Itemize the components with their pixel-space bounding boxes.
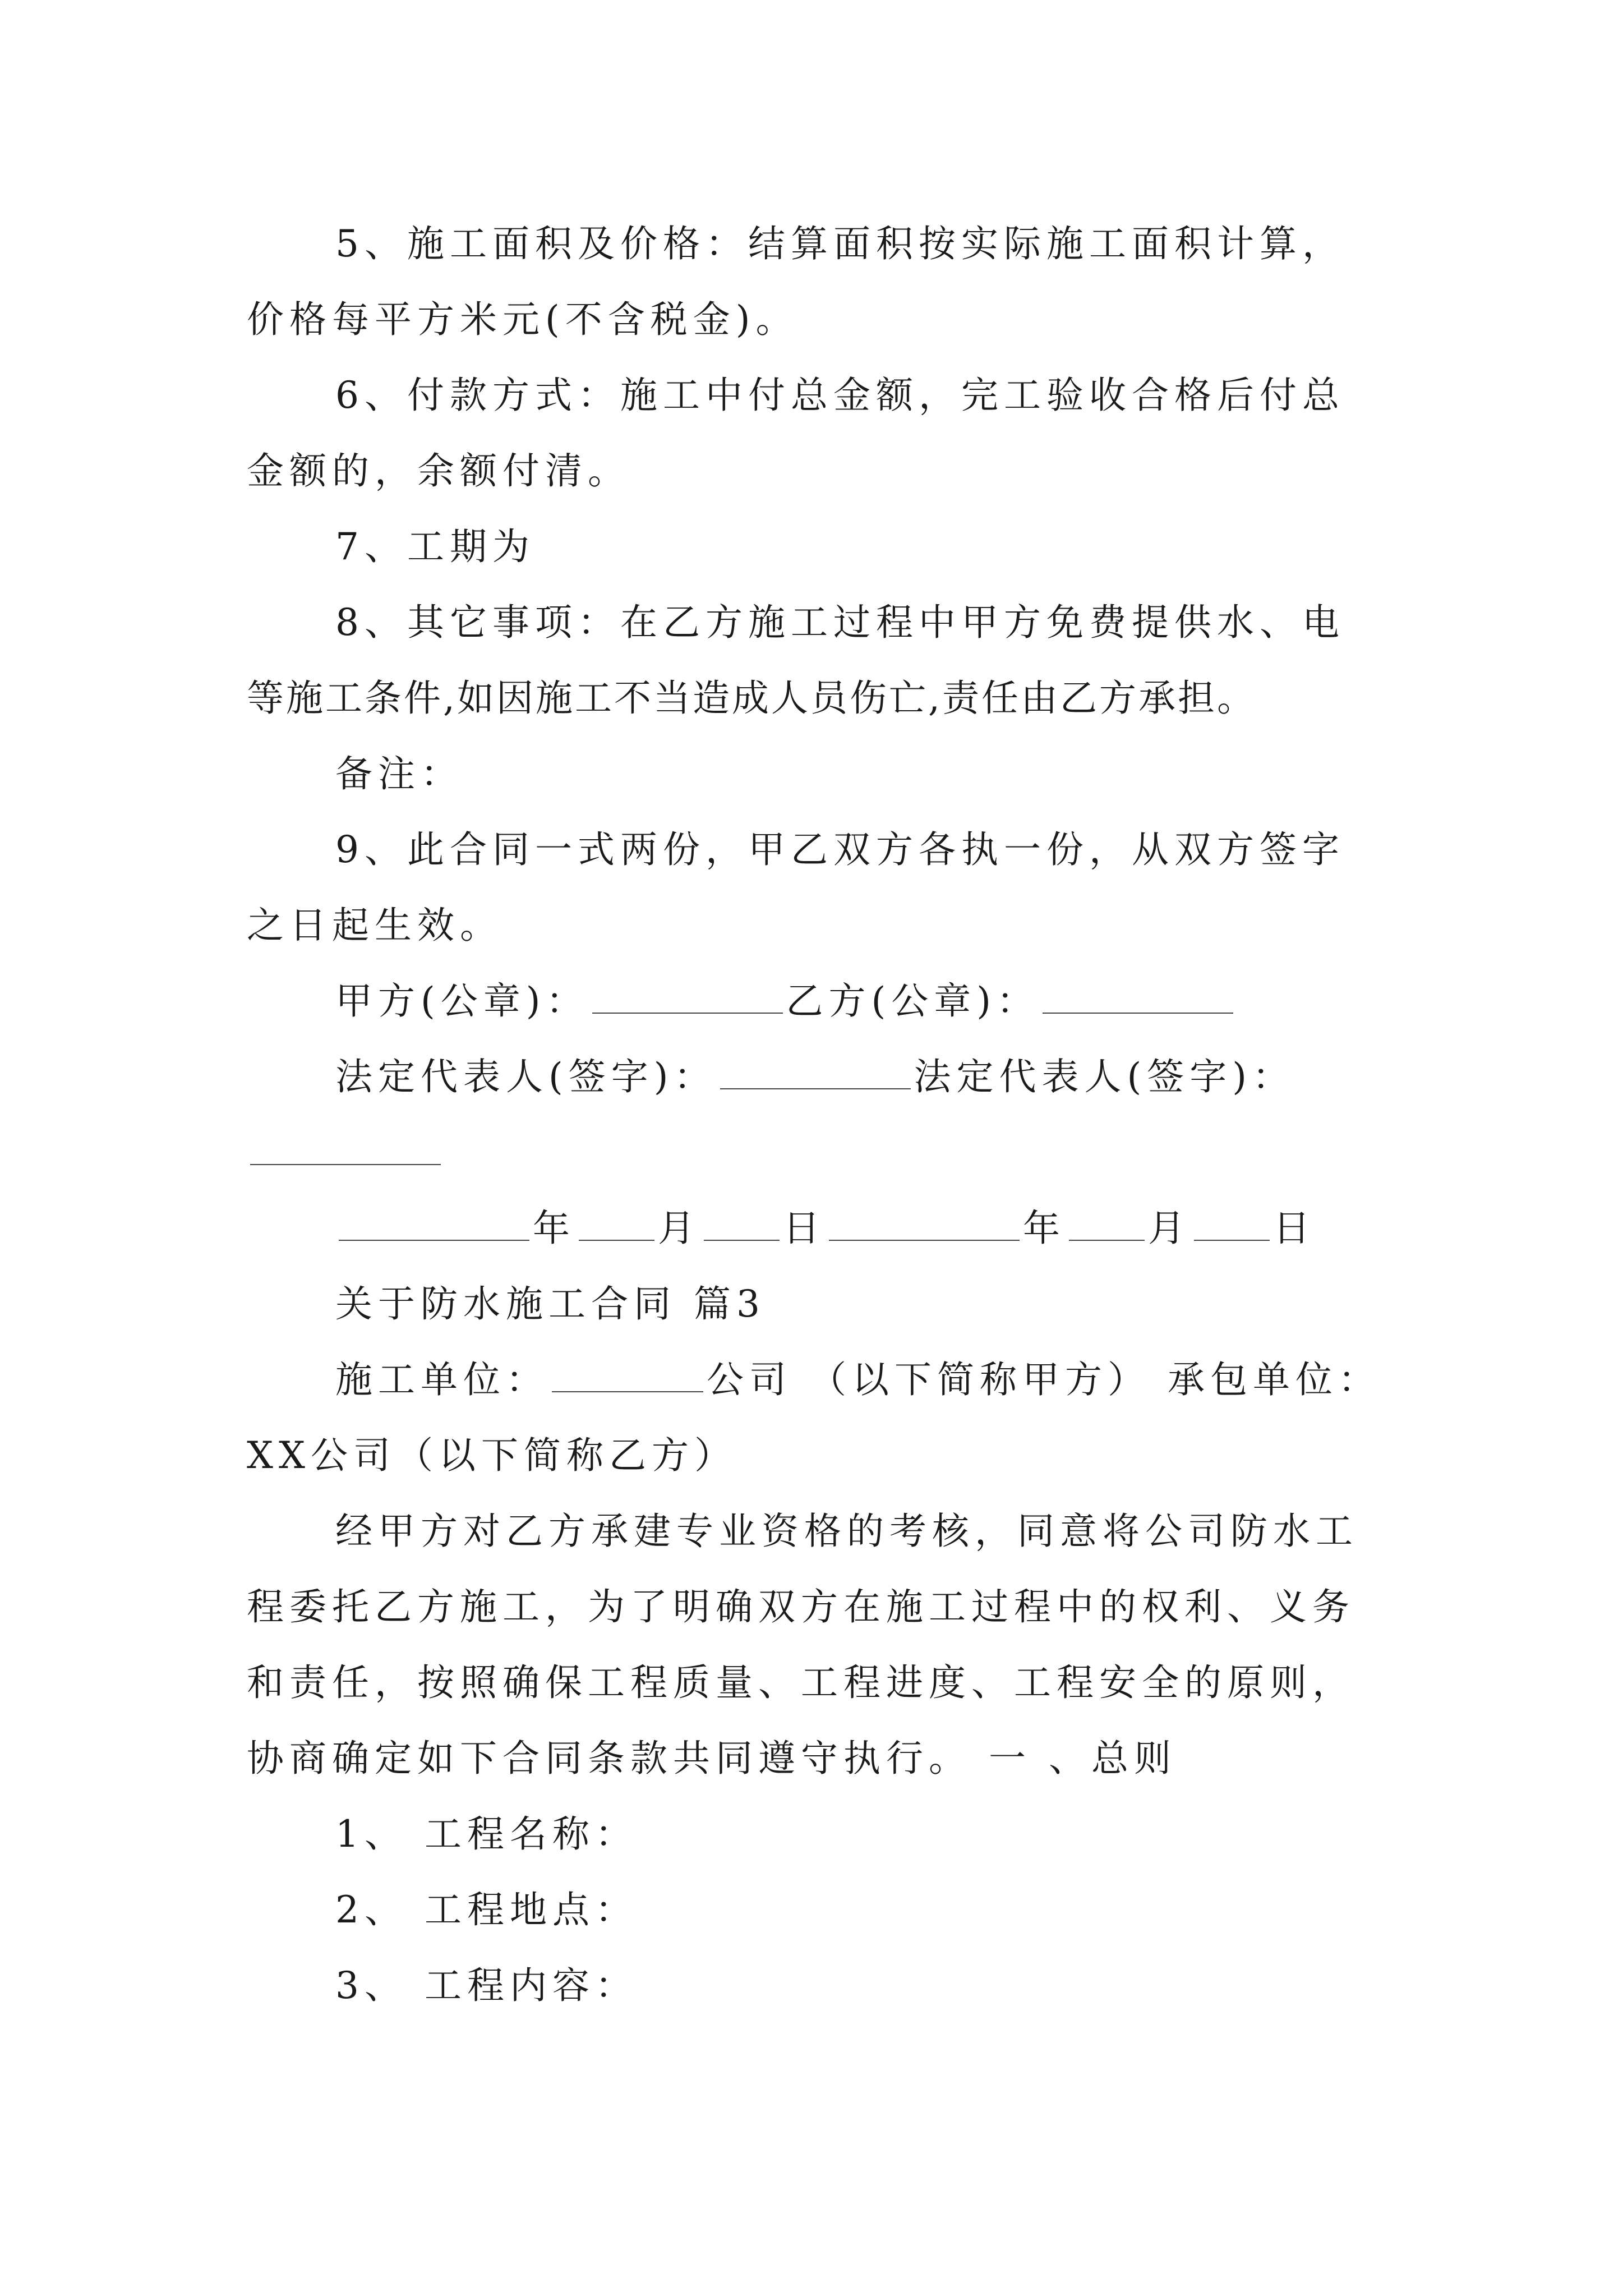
date-a-year: 年 <box>533 1207 575 1250</box>
party-b-rep-blank-row <box>247 1130 444 1175</box>
remarks-label: 备注： <box>335 752 463 795</box>
date-a-month-blank <box>579 1207 654 1241</box>
date-a-day: 日 <box>783 1207 826 1250</box>
date-b-year-blank <box>829 1207 1020 1241</box>
date-b-day: 日 <box>1273 1207 1316 1250</box>
party-a-seal-label: 甲方(公章)： <box>335 979 589 1023</box>
preamble-line-2: 程委托乙方施工，为了明确双方在施工过程中的权利、义务 <box>247 1585 1355 1628</box>
date-a-month: 月 <box>658 1207 700 1250</box>
clause-7: 7、工期为 <box>335 525 535 568</box>
clause-5-line-1: 5、施工面积及价格：结算面积按实际施工面积计算， <box>335 222 1345 265</box>
clause-9-line-1: 9、此合同一式两份，甲乙双方各执一份，从双方签字 <box>335 828 1345 871</box>
signature-seal-row <box>335 979 1237 1024</box>
clause-8-line-1: 8、其它事项：在乙方施工过程中甲方免费提供水、电 <box>335 601 1345 644</box>
clause-8-line-2: 等施工条件,如因施工不当造成人员伤亡,责任由乙方承担。 <box>247 677 1256 720</box>
item-project-location: 2、 工程地点： <box>335 1888 638 1931</box>
item-project-content: 3、 工程内容： <box>335 1964 638 2007</box>
clause-6-line-1: 6、付款方式：施工中付总金额，完工验收合格后付总 <box>335 374 1345 417</box>
date-a-year-blank <box>339 1207 529 1241</box>
party-b-seal-blank <box>1043 980 1233 1014</box>
construction-unit-label: 施工单位： <box>335 1358 548 1401</box>
preamble-line-4: 协商确定如下合同条款共同遵守执行。 一 、总则 <box>247 1737 1177 1780</box>
clause-9-line-2: 之日起生效。 <box>247 904 502 947</box>
party-b-seal-label: 乙方(公章)： <box>786 979 1039 1023</box>
preamble-line-1: 经甲方对乙方承建专业资格的考核，同意将公司防水工 <box>335 1510 1358 1553</box>
date-row <box>335 1206 1316 1251</box>
item-project-name: 1、 工程名称： <box>335 1812 638 1856</box>
party-a-seal-blank <box>592 980 783 1014</box>
section-heading: 关于防水施工合同 篇3 <box>335 1282 766 1326</box>
date-a-day-blank <box>704 1207 780 1241</box>
party-a-rep-blank <box>720 1056 911 1089</box>
party-b-rep-label: 法定代表人(签字)： <box>914 1055 1295 1098</box>
construction-unit-row <box>335 1358 1381 1402</box>
party-a-rep-label: 法定代表人(签字)： <box>335 1055 717 1098</box>
date-b-month: 月 <box>1148 1207 1191 1250</box>
party-b-rep-blank <box>250 1131 441 1165</box>
clause-5-line-2: 价格每平方米元(不含税金)。 <box>247 298 799 341</box>
clause-6-line-2: 金额的，余额付清。 <box>247 449 630 493</box>
date-b-day-blank <box>1194 1207 1270 1241</box>
preamble-line-3: 和责任，按照确保工程质量、工程进度、工程安全的原则， <box>247 1661 1355 1704</box>
construction-unit-blank <box>552 1359 703 1392</box>
legal-rep-row <box>335 1055 1295 1099</box>
construction-unit-rest: 公司 （以下简称甲方） 承包单位： <box>707 1358 1381 1401</box>
date-b-month-blank <box>1069 1207 1145 1241</box>
contractor-unit-line: XX公司（以下简称乙方） <box>247 1434 737 1477</box>
date-b-year: 年 <box>1023 1207 1066 1250</box>
